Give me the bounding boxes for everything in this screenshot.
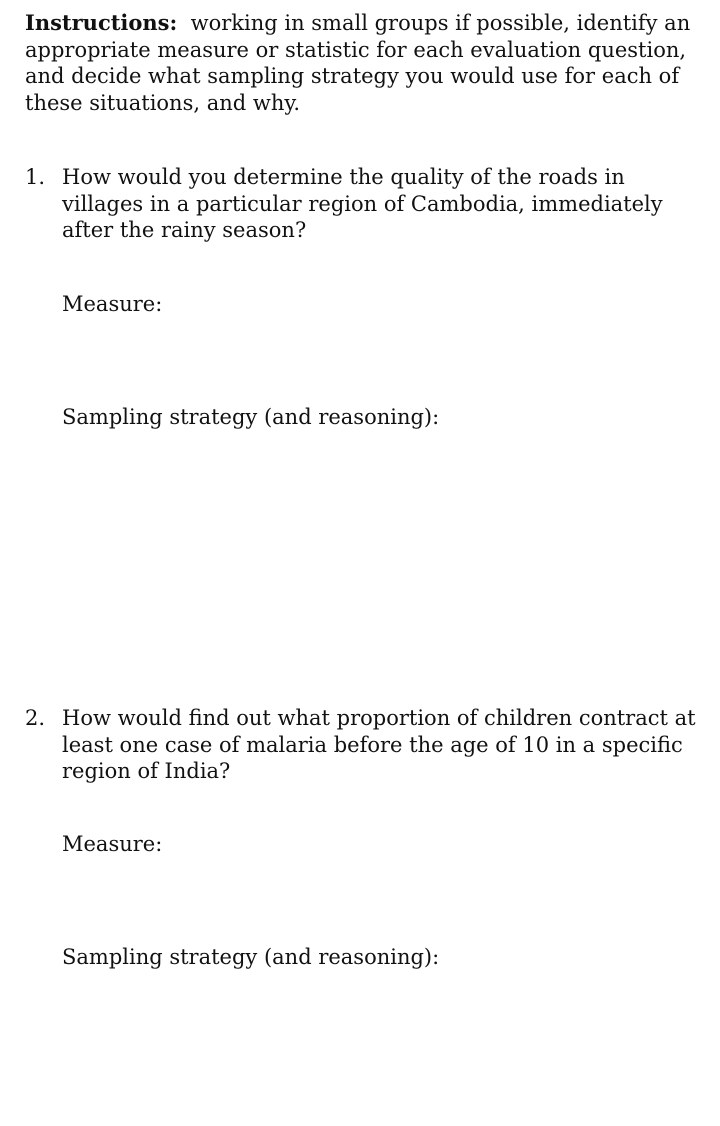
question-1-measure-label: Measure: xyxy=(62,292,163,316)
instructions-paragraph xyxy=(25,10,705,116)
question-2-text: How would find out what proportion of children contract at least one case of malaria before the age of 10 in a specific region of India? xyxy=(62,706,696,783)
question-1-number: 1. xyxy=(25,165,46,189)
question-1-sampling-label: Sampling strategy (and reasoning): xyxy=(62,405,440,429)
question-2-number: 2. xyxy=(25,706,46,730)
question-1 xyxy=(25,164,705,244)
instructions-label: Instructions: xyxy=(25,10,178,35)
instructions-text: working in small groups if possible, identify an appropriate measure or statistic for each evaluation question, and decide what sampling strategy you would use for each of these situations, and why. xyxy=(25,11,691,115)
question-2 xyxy=(25,705,705,785)
question-2-sampling-label: Sampling strategy (and reasoning): xyxy=(62,945,440,969)
question-1-text: How would you determine the quality of the roads in villages in a particular region of Cambodia, immediately after the rainy season? xyxy=(62,165,663,242)
question-2-measure-label: Measure: xyxy=(62,832,163,856)
